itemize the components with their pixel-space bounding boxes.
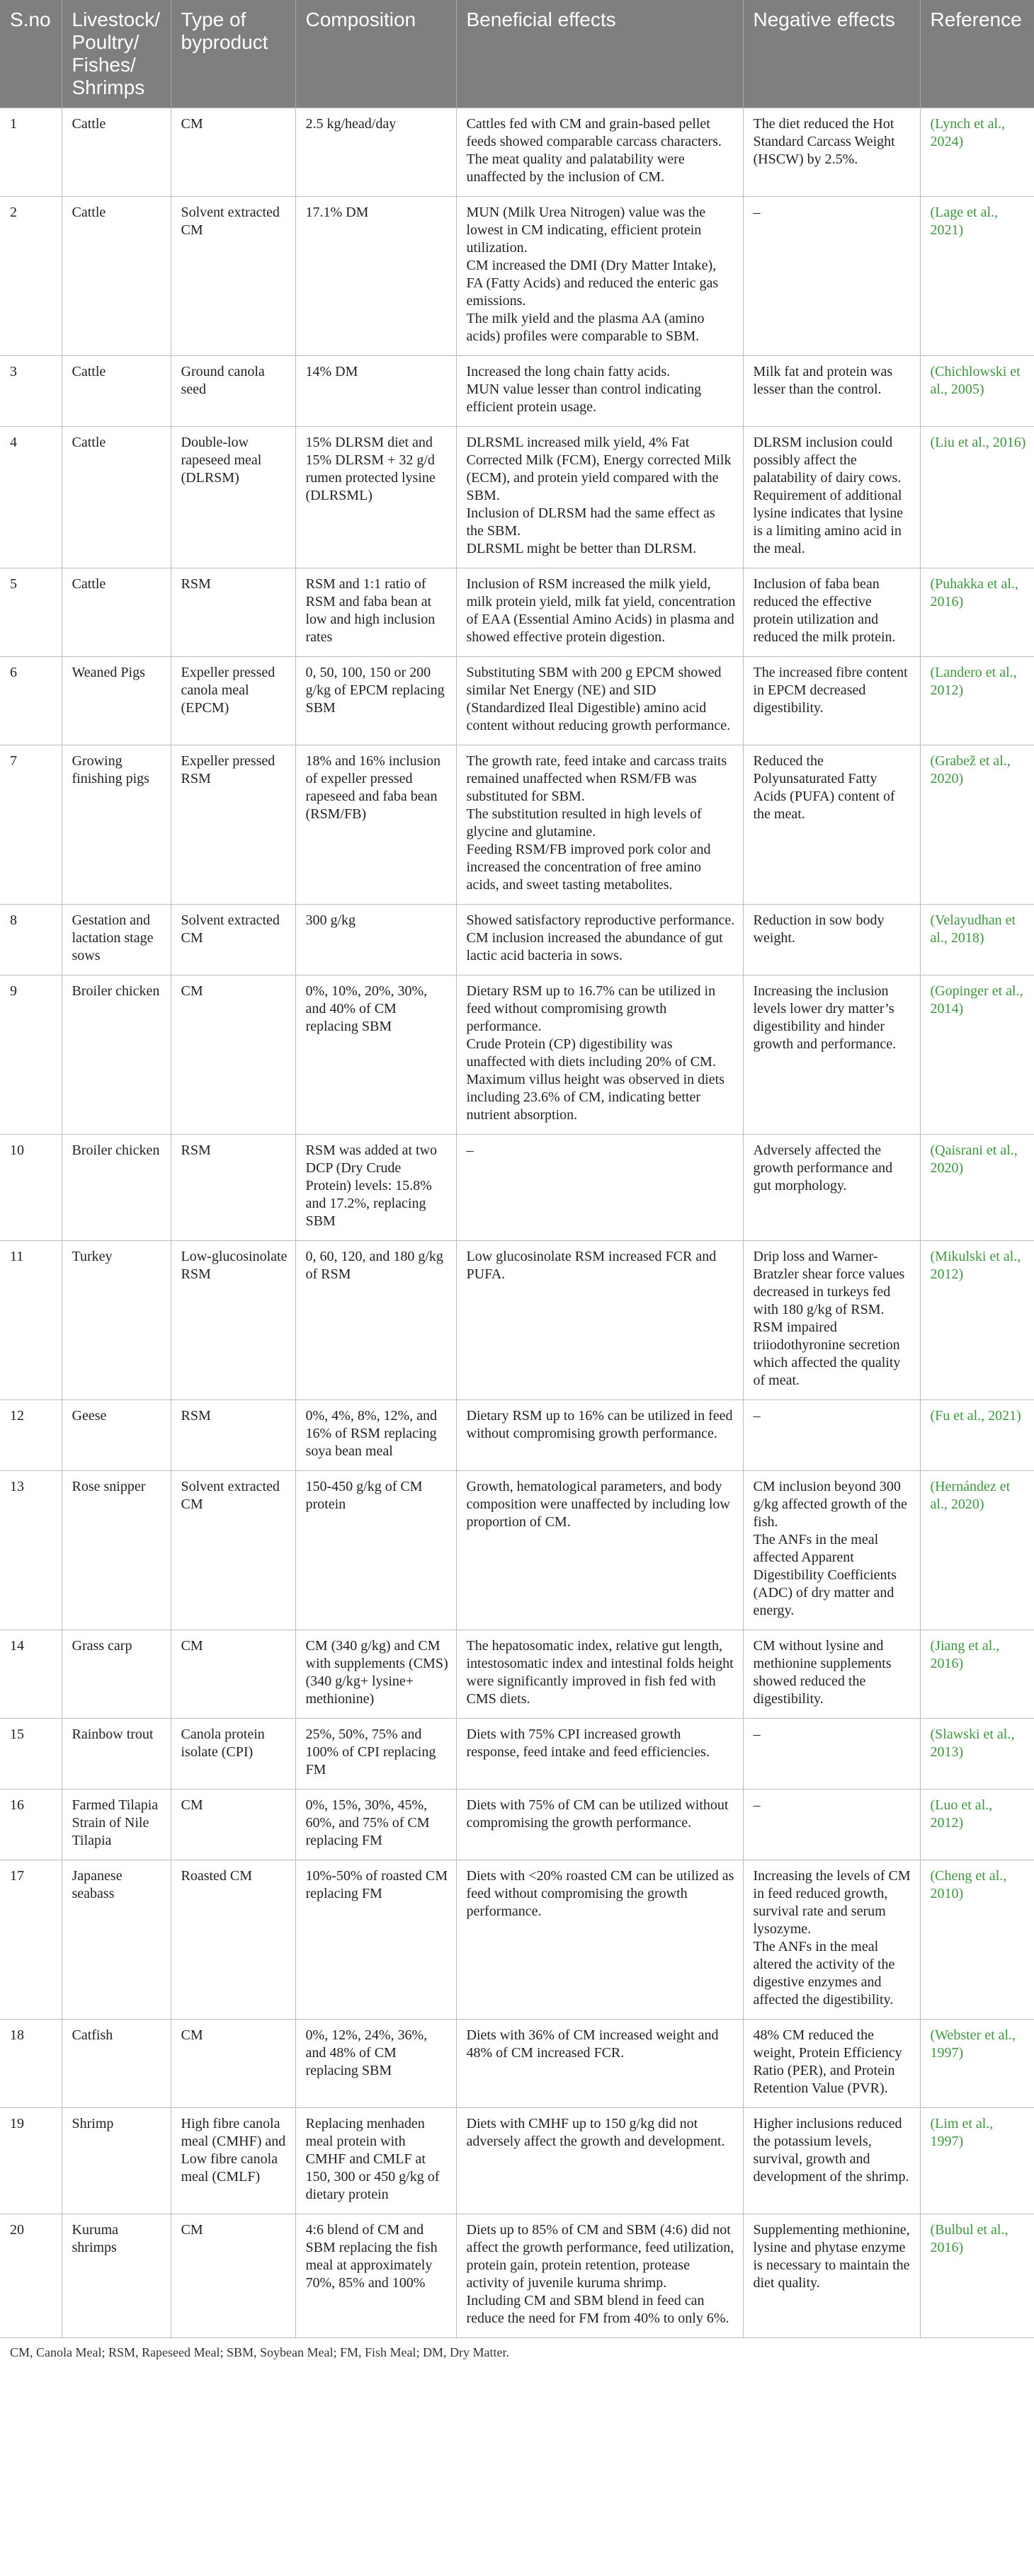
column-header: Reference: [920, 0, 1034, 108]
cell-byproduct-type: Canola protein isolate (CPI): [171, 1719, 295, 1790]
cell-negative-effects: –: [743, 1719, 920, 1790]
cell-byproduct-type: CM: [171, 2020, 295, 2108]
cell-reference[interactable]: (Hernández et al., 2020): [920, 1471, 1034, 1630]
table-row: [0, 657, 1034, 745]
cell-sno: 3: [0, 356, 62, 427]
cell-beneficial-effects: Diets up to 85% of CM and SBM (4:6) did not affect the growth performance, feed utilization, protein gain, protein retention, protease activity of juvenile kuruma shrimp. Including CM and SBM blend in feed can reduce the need for FM from 40% to only 6%.: [456, 2214, 743, 2338]
cell-beneficial-effects: The hepatosomatic index, relative gut length, intestosomatic index and intestinal folds height were significantly improved in fish fed with CMS diets.: [456, 1630, 743, 1719]
cell-byproduct-type: Double-low rapeseed meal (DLRSM): [171, 427, 295, 568]
column-header: S.no: [0, 0, 62, 108]
table-row: [0, 905, 1034, 975]
cell-sno: 6: [0, 657, 62, 745]
cell-negative-effects: Higher inclusions reduced the potassium levels, survival, growth and development of the shrimp.: [743, 2108, 920, 2214]
cell-composition: 4:6 blend of CM and SBM replacing the fish meal at approximately 70%, 85% and 100%: [295, 2214, 456, 2338]
cell-byproduct-type: Expeller pressed RSM: [171, 745, 295, 905]
cell-byproduct-type: Ground canola seed: [171, 356, 295, 427]
cell-composition: 17.1% DM: [295, 197, 456, 356]
cell-byproduct-type: CM: [171, 975, 295, 1135]
cell-species: Cattle: [62, 108, 171, 197]
cell-byproduct-type: Solvent extracted CM: [171, 197, 295, 356]
cell-negative-effects: Milk fat and protein was lesser than the control.: [743, 356, 920, 427]
cell-species: Rainbow trout: [62, 1719, 171, 1790]
cell-beneficial-effects: Diets with 75% of CM can be utilized without compromising the growth performance.: [456, 1790, 743, 1860]
cell-negative-effects: Increasing the inclusion levels lower dry matter’s digestibility and hinder growth and performance.: [743, 975, 920, 1135]
cell-species: Cattle: [62, 356, 171, 427]
column-header: Livestock/ Poultry/ Fishes/ Shrimps: [62, 0, 171, 108]
cell-species: Rose snipper: [62, 1471, 171, 1630]
cell-sno: 9: [0, 975, 62, 1135]
cell-composition: 150-450 g/kg of CM protein: [295, 1471, 456, 1630]
table-row: [0, 356, 1034, 427]
cell-negative-effects: DLRSM inclusion could possibly affect the palatability of dairy cows. Requirement of additional lysine indicates that lysine is a limiting amino acid in the meal.: [743, 427, 920, 568]
table-row: [0, 2020, 1034, 2108]
table-row: [0, 427, 1034, 568]
cell-negative-effects: 48% CM reduced the weight, Protein Efficiency Ratio (PER), and Protein Retention Value (PVR).: [743, 2020, 920, 2108]
cell-reference[interactable]: (Fu et al., 2021): [920, 1400, 1034, 1471]
cell-negative-effects: Reduction in sow body weight.: [743, 905, 920, 975]
cell-negative-effects: CM without lysine and methionine supplements showed reduced the digestibility.: [743, 1630, 920, 1719]
cell-beneficial-effects: Inclusion of RSM increased the milk yield, milk protein yield, milk fat yield, concentration of EAA (Essential Amino Acids) in plasma and showed effective protein digestion.: [456, 568, 743, 657]
table-row: [0, 1471, 1034, 1630]
cell-beneficial-effects: –: [456, 1135, 743, 1241]
cell-composition: 14% DM: [295, 356, 456, 427]
cell-species: Catfish: [62, 2020, 171, 2108]
table-row: [0, 2214, 1034, 2338]
cell-sno: 7: [0, 745, 62, 905]
cell-sno: 20: [0, 2214, 62, 2338]
cell-species: Gestation and lactation stage sows: [62, 905, 171, 975]
cell-composition: 2.5 kg/head/day: [295, 108, 456, 197]
table-row: [0, 2108, 1034, 2214]
cell-species: Grass carp: [62, 1630, 171, 1719]
cell-reference[interactable]: (Cheng et al., 2010): [920, 1860, 1034, 2020]
cell-reference[interactable]: (Qaisrani et al., 2020): [920, 1135, 1034, 1241]
cell-sno: 10: [0, 1135, 62, 1241]
cell-species: Broiler chicken: [62, 1135, 171, 1241]
cell-negative-effects: Inclusion of faba bean reduced the effective protein utilization and reduced the milk protein.: [743, 568, 920, 657]
table-footnote: CM, Canola Meal; RSM, Rapeseed Meal; SBM, Soybean Meal; FM, Fish Meal; DM, Dry Matter.: [10, 2345, 509, 2359]
cell-beneficial-effects: MUN (Milk Urea Nitrogen) value was the lowest in CM indicating, efficient protein utilization. CM increased the DMI (Dry Matter Intake), FA (Fatty Acids) and reduced the enteric gas emissions. The milk yield and the plasma AA (amino acids) profiles were comparable to SBM.: [456, 197, 743, 356]
cell-species: Shrimp: [62, 2108, 171, 2214]
cell-composition: 18% and 16% inclusion of expeller pressed rapeseed and faba bean (RSM/FB): [295, 745, 456, 905]
cell-beneficial-effects: Showed satisfactory reproductive performance. CM inclusion increased the abundance of gut lactic acid bacteria in sows.: [456, 905, 743, 975]
cell-sno: 14: [0, 1630, 62, 1719]
cell-reference[interactable]: (Lynch et al., 2024): [920, 108, 1034, 197]
table-row: [0, 1719, 1034, 1790]
cell-reference[interactable]: (Landero et al., 2012): [920, 657, 1034, 745]
cell-composition: 0, 50, 100, 150 or 200 g/kg of EPCM replacing SBM: [295, 657, 456, 745]
cell-reference[interactable]: (Grabež et al., 2020): [920, 745, 1034, 905]
cell-byproduct-type: RSM: [171, 1400, 295, 1471]
cell-byproduct-type: Low-glucosinolate RSM: [171, 1241, 295, 1400]
cell-species: Japanese seabass: [62, 1860, 171, 2020]
cell-beneficial-effects: Diets with 75% CPI increased growth response, feed intake and feed efficiencies.: [456, 1719, 743, 1790]
cell-species: Turkey: [62, 1241, 171, 1400]
cell-sno: 12: [0, 1400, 62, 1471]
cell-species: Kuruma shrimps: [62, 2214, 171, 2338]
column-header: Composition: [295, 0, 456, 108]
cell-composition: Replacing menhaden meal protein with CMHF and CMLF at 150, 300 or 450 g/kg of dietary protein: [295, 2108, 456, 2214]
cell-sno: 5: [0, 568, 62, 657]
cell-composition: RSM was added at two DCP (Dry Crude Protein) levels: 15.8% and 17.2%, replacing SBM: [295, 1135, 456, 1241]
cell-beneficial-effects: Increased the long chain fatty acids. MUN value lesser than control indicating efficient protein usage.: [456, 356, 743, 427]
cell-species: Farmed Tilapia Strain of Nile Tilapia: [62, 1790, 171, 1860]
column-header: Type of byproduct: [171, 0, 295, 108]
cell-beneficial-effects: The growth rate, feed intake and carcass traits remained unaffected when RSM/FB was substituted for SBM. The substitution resulted in high levels of glycine and glutamine. Feeding RSM/FB improved pork color and increased the concentration of free amino acids, and sweet tasting metabolites.: [456, 745, 743, 905]
cell-sno: 2: [0, 197, 62, 356]
table-row: [0, 1241, 1034, 1400]
cell-negative-effects: Adversely affected the growth performance and gut morphology.: [743, 1135, 920, 1241]
cell-byproduct-type: CM: [171, 108, 295, 197]
cell-species: Cattle: [62, 197, 171, 356]
cell-composition: RSM and 1:1 ratio of RSM and faba bean at low and high inclusion rates: [295, 568, 456, 657]
table-row: [0, 568, 1034, 657]
cell-sno: 17: [0, 1860, 62, 2020]
cell-sno: 13: [0, 1471, 62, 1630]
cell-beneficial-effects: Diets with 36% of CM increased weight and 48% of CM increased FCR.: [456, 2020, 743, 2108]
cell-reference[interactable]: (Jiang et al., 2016): [920, 1630, 1034, 1719]
cell-negative-effects: –: [743, 1400, 920, 1471]
table-row: [0, 1630, 1034, 1719]
cell-negative-effects: The increased fibre content in EPCM decreased digestibility.: [743, 657, 920, 745]
table-row: [0, 108, 1034, 197]
cell-beneficial-effects: Substituting SBM with 200 g EPCM showed similar Net Energy (NE) and SID (Standardized Ileal Digestible) amino acid content without reducing growth performance.: [456, 657, 743, 745]
cell-reference[interactable]: (Lim et al., 1997): [920, 2108, 1034, 2214]
cell-composition: CM (340 g/kg) and CM with supplements (CMS) (340 g/kg+ lysine+ methionine): [295, 1630, 456, 1719]
cell-sno: 19: [0, 2108, 62, 2214]
cell-reference[interactable]: (Chichlowski et al., 2005): [920, 356, 1034, 427]
cell-species: Broiler chicken: [62, 975, 171, 1135]
cell-sno: 1: [0, 108, 62, 197]
cell-beneficial-effects: Dietary RSM up to 16.7% can be utilized in feed without compromising growth performance. Crude Protein (CP) digestibility was unaffected with diets including 20% of CM. Maximum villus height was observed in diets including 23.6% of CM, indicating better nutrient absorption.: [456, 975, 743, 1135]
cell-negative-effects: Supplementing methionine, lysine and phytase enzyme is necessary to maintain the diet quality.: [743, 2214, 920, 2338]
cell-byproduct-type: Solvent extracted CM: [171, 1471, 295, 1630]
table-row: [0, 1790, 1034, 1860]
cell-beneficial-effects: Diets with CMHF up to 150 g/kg did not adversely affect the growth and development.: [456, 2108, 743, 2214]
cell-beneficial-effects: Dietary RSM up to 16% can be utilized in feed without compromising growth performance.: [456, 1400, 743, 1471]
cell-negative-effects: Reduced the Polyunsaturated Fatty Acids (PUFA) content of the meat.: [743, 745, 920, 905]
cell-composition: 15% DLRSM diet and 15% DLRSM + 32 g/d rumen protected lysine (DLRSML): [295, 427, 456, 568]
cell-reference[interactable]: (Luo et al., 2012): [920, 1790, 1034, 1860]
cell-negative-effects: Drip loss and Warner-Bratzler shear force values decreased in turkeys fed with 180 g/kg of RSM. RSM impaired triiodothyronine secretion which affected the quality of meat.: [743, 1241, 920, 1400]
cell-beneficial-effects: Growth, hematological parameters, and body composition were unaffected by including low proportion of CM.: [456, 1471, 743, 1630]
cell-species: Weaned Pigs: [62, 657, 171, 745]
cell-species: Geese: [62, 1400, 171, 1471]
cell-sno: 8: [0, 905, 62, 975]
cell-negative-effects: The diet reduced the Hot Standard Carcass Weight (HSCW) by 2.5%.: [743, 108, 920, 197]
cell-composition: 0%, 12%, 24%, 36%, and 48% of CM replacing SBM: [295, 2020, 456, 2108]
table-row: [0, 1135, 1034, 1241]
cell-species: Cattle: [62, 568, 171, 657]
cell-negative-effects: Increasing the levels of CM in feed reduced growth, survival rate and serum lysozyme. The ANFs in the meal altered the activity of the digestive enzymes and affected the digestibility.: [743, 1860, 920, 2020]
cell-byproduct-type: RSM: [171, 568, 295, 657]
cell-composition: 300 g/kg: [295, 905, 456, 975]
cell-negative-effects: –: [743, 197, 920, 356]
cell-sno: 11: [0, 1241, 62, 1400]
cell-composition: 10%-50% of roasted CM replacing FM: [295, 1860, 456, 2020]
cell-composition: 0%, 10%, 20%, 30%, and 40% of CM replacing SBM: [295, 975, 456, 1135]
cell-byproduct-type: Roasted CM: [171, 1860, 295, 2020]
cell-species: Cattle: [62, 427, 171, 568]
cell-composition: 0%, 15%, 30%, 45%, 60%, and 75% of CM replacing FM: [295, 1790, 456, 1860]
cell-reference[interactable]: (Velayudhan et al., 2018): [920, 905, 1034, 975]
cell-sno: 4: [0, 427, 62, 568]
cell-reference[interactable]: (Lage et al., 2021): [920, 197, 1034, 356]
cell-reference[interactable]: (Slawski et al., 2013): [920, 1719, 1034, 1790]
cell-sno: 18: [0, 2020, 62, 2108]
cell-reference[interactable]: (Webster et al., 1997): [920, 2020, 1034, 2108]
cell-byproduct-type: RSM: [171, 1135, 295, 1241]
cell-beneficial-effects: Diets with <20% roasted CM can be utilized as feed without compromising the growth performance.: [456, 1860, 743, 2020]
table-header: [0, 0, 1034, 108]
cell-composition: 25%, 50%, 75% and 100% of CPI replacing FM: [295, 1719, 456, 1790]
cell-byproduct-type: Solvent extracted CM: [171, 905, 295, 975]
cell-negative-effects: CM inclusion beyond 300 g/kg affected growth of the fish. The ANFs in the meal affected Apparent Digestibility Coefficients (ADC) of dry matter and energy.: [743, 1471, 920, 1630]
cell-species: Growing finishing pigs: [62, 745, 171, 905]
cell-composition: 0, 60, 120, and 180 g/kg of RSM: [295, 1241, 456, 1400]
cell-beneficial-effects: DLRSML increased milk yield, 4% Fat Corrected Milk (FCM), Energy corrected Milk (ECM), and protein yield compared with the SBM. Inclusion of DLRSM had the same effect as the SBM. DLRSML might be better than DLRSM.: [456, 427, 743, 568]
table-body: [0, 108, 1034, 2338]
table-row: [0, 1860, 1034, 2020]
cell-byproduct-type: High fibre canola meal (CMHF) and Low fibre canola meal (CMLF): [171, 2108, 295, 2214]
cell-negative-effects: –: [743, 1790, 920, 1860]
cell-reference[interactable]: (Liu et al., 2016): [920, 427, 1034, 568]
cell-reference[interactable]: (Puhakka et al., 2016): [920, 568, 1034, 657]
table-row: [0, 745, 1034, 905]
cell-reference[interactable]: (Mikulski et al., 2012): [920, 1241, 1034, 1400]
cell-sno: 15: [0, 1719, 62, 1790]
column-header: Negative effects: [743, 0, 920, 108]
cell-reference[interactable]: (Bulbul et al., 2016): [920, 2214, 1034, 2338]
cell-beneficial-effects: Low glucosinolate RSM increased FCR and PUFA.: [456, 1241, 743, 1400]
cell-sno: 16: [0, 1790, 62, 1860]
cell-byproduct-type: Expeller pressed canola meal (EPCM): [171, 657, 295, 745]
table-row: [0, 1400, 1034, 1471]
cell-beneficial-effects: Cattles fed with CM and grain-based pellet feeds showed comparable carcass characters. The meat quality and palatability were unaffected by the inclusion of CM.: [456, 108, 743, 197]
cell-byproduct-type: CM: [171, 2214, 295, 2338]
cell-reference[interactable]: (Gopinger et al., 2014): [920, 975, 1034, 1135]
cell-byproduct-type: CM: [171, 1790, 295, 1860]
column-header: Beneficial effects: [456, 0, 743, 108]
header-row: [0, 0, 1034, 108]
table-row: [0, 197, 1034, 356]
table-row: [0, 975, 1034, 1135]
cell-composition: 0%, 4%, 8%, 12%, and 16% of RSM replacing soya bean meal: [295, 1400, 456, 1471]
cell-byproduct-type: CM: [171, 1630, 295, 1719]
